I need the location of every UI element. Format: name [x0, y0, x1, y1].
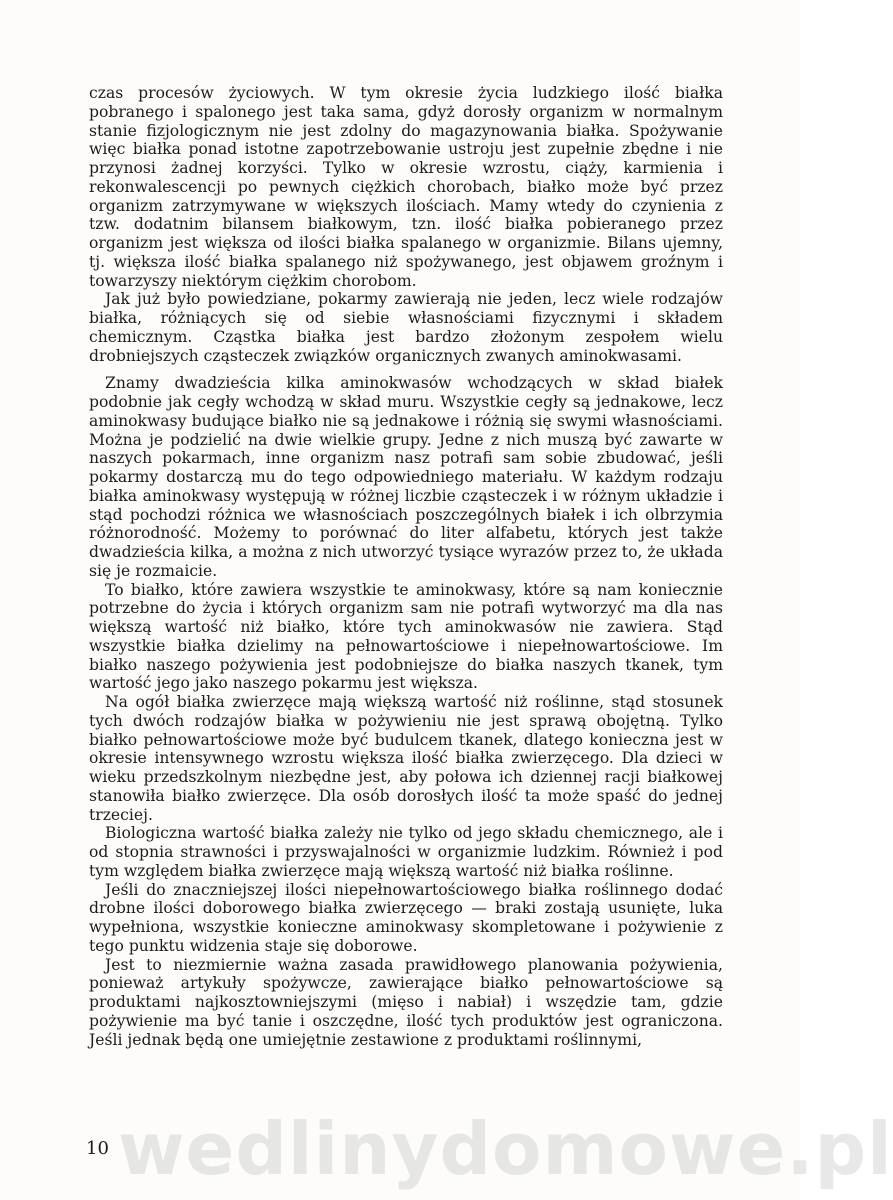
watermark-text: wedlinydomowe.pl [118, 1107, 893, 1191]
page-number: 10 [86, 1138, 109, 1159]
paragraph-diet-planning: Jest to niezmiernie ważna zasada prawidłowego planowania pożywienia, ponieważ artykuły spożywcze, zawierające białko pełnowartościowe są produktami najkosztowniejszymi (mięso i nabiał) i wszędzie tam, gdzie pożywienie ma być tanie i oszczędne, ilość tych produktów jest ograniczona. Jeśli jednak będą one umiejętnie zestawione z produktami roślinnymi, [89, 955, 723, 1049]
paragraph-full-value-protein: To białko, które zawiera wszystkie te aminokwasy, które są nam koniecznie potrzebne do życia i których organizm sam nie potrafi wytworzyć ma dla nas większą wartość niż białko, które tych aminokwasów nie zawiera. Stąd wszystkie białka dzielimy na pełnowartościowe i niepełnowartościowe. Im białko naszego pożywienia jest podobniejsze do białka naszych tkanek, tym wartość jego jako naszego pokarmu jest większa. [89, 580, 723, 693]
paragraph-animal-protein: Na ogół białka zwierzęce mają większą wartość niż roślinne, stąd stosunek tych dwóch rodzajów białka w pożywieniu nie jest sprawą obojętną. Tylko białko pełnowartościowe może być budulcem tkanek, dlatego konieczna jest w okresie intensywnego wzrostu większa ilość białka zwierzęcego. Dla dzieci w wieku przedszkolnym niezbędne jest, aby połowa ich dziennej racji białkowej stanowiła białko zwierzęce. Dla osób dorosłych ilość ta może spaść do jednej trzeciej. [89, 693, 723, 824]
body-text [89, 84, 723, 1049]
paragraph-continuation: czas procesów życiowych. W tym okresie życia ludzkiego ilość białka pobranego i spalonego jest taka sama, gdyż dorosły organizm w normalnym stanie fizjologicznym nie jest zdolny do magazynowania białka. Spożywanie więc białka ponad istotne zapotrzebowanie ustroju jest zupełnie zbędne i nie przynosi żadnej korzyści. Tylko w okresie wzrostu, ciąży, karmienia i rekonwalescencji po pewnych ciężkich chorobach, białko może być przez organizm zatrzymywane w większych ilościach. Mamy wtedy do czynienia z tzw. dodatnim bilansem białkowym, tzn. ilość białka pobieranego przez organizm jest większa od ilości białka spalanego w organizmie. Bilans ujemny, tj. większa ilość białka spalanego niż spożywanego, jest objawem groźnym i towarzyszy niektórym ciężkim chorobom. [89, 84, 723, 290]
paragraph-amino-acids: Znamy dwadzieścia kilka aminokwasów wchodzących w skład białek podobnie jak cegły wchodzą w skład muru. Wszystkie cegły są jednakowe, lecz aminokwasy budujące białko nie są jednakowe i różnią się swymi własnościami. Można je podzielić na dwie wielkie grupy. Jedne z nich muszą być zawarte w naszych pokarmach, inne organizm nasz potrafi sam sobie zbudować, jeśli pokarmy dostarczą mu do tego odpowiedniego materiału. W każdym rodzaju białka aminokwasy występują w różnej liczbie cząsteczek i w różnym układzie i stąd pochodzi różnica we własnościach poszczególnych białek i ich olbrzymia różnorodność. Możemy to porównać do liter alfabetu, których jest także dwadzieścia kilka, a można z nich utworzyć tysiące wyrazów przez to, że układa się je rozmaicie. [89, 374, 723, 580]
paragraph-biological-value: Biologiczna wartość białka zależy nie tylko od jego składu chemicznego, ale i od stopnia strawności i przyswajalności w organizmie ludzkim. Również i pod tym względem białka zwierzęce mają większą wartość niż białka roślinne. [89, 824, 723, 880]
paragraph-combining-proteins: Jeśli do znaczniejszej ilości niepełnowartościowego białka roślinnego dodać drobne ilości doborowego białka zwierzęcego — braki zostają usunięte, luka wypełniona, wszystkie konieczne aminokwasy skompletowane i pożywienie z tego punktu widzenia staje się doborowe. [89, 880, 723, 955]
paragraph-protein-types: Jak już było powiedziane, pokarmy zawierają nie jeden, lecz wiele rodzajów białka, różniących się od siebie własnościami fizycznymi i składem chemicznym. Cząstka białka jest bardzo złożonym zespołem wielu drobniejszych cząsteczek związków organicznych zwanych aminokwasami. [89, 290, 723, 365]
